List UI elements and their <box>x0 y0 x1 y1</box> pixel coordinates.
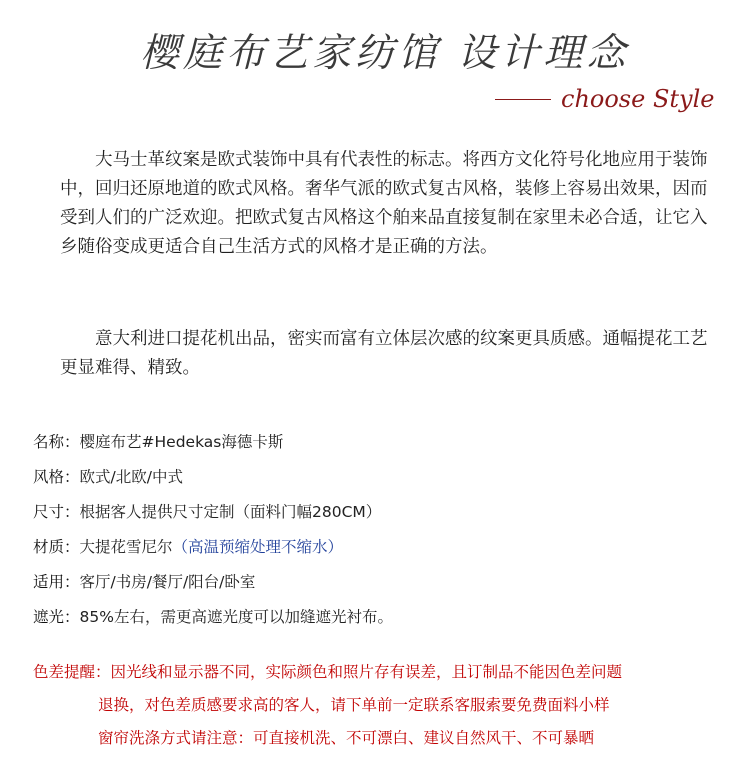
notice-line: 窗帘洗涤方式请注意：可直接机洗、不可漂白、建议自然风干、不可暴晒 <box>98 728 595 747</box>
spec-value: 根据客人提供尺寸定制（面料门幅280CM） <box>79 502 382 521</box>
subtitle: choose Style <box>561 85 715 113</box>
spec-row-blackout <box>33 598 393 633</box>
spec-label: 尺寸： <box>33 502 80 521</box>
spec-label: 材质： <box>33 537 80 556</box>
notice-line: 退换，对色差质感要求高的客人，请下单前一定联系客服索要免费面料小样 <box>98 695 610 714</box>
spec-label: 风格： <box>33 467 80 486</box>
spec-row-usage <box>33 563 393 598</box>
craft-paragraph: 意大利进口提花机出品，密实而富有立体层次感的纹案更具质感。通幅提花工艺更显难得、精致。 <box>60 329 708 378</box>
spec-value: 欧式/北欧/中式 <box>79 467 183 486</box>
spec-row-material <box>33 528 393 563</box>
spec-value: 客厅/书房/餐厅/阳台/卧室 <box>79 572 256 591</box>
spec-label: 名称： <box>33 432 80 451</box>
spec-row-style <box>33 458 393 493</box>
spec-note: （高温预缩处理不缩水） <box>172 537 344 556</box>
spec-value: 大提花雪尼尔 <box>79 537 173 556</box>
spec-value: 樱庭布艺#Hedekas海德卡斯 <box>79 432 284 451</box>
intro-paragraph: 大马士革纹案是欧式装饰中具有代表性的标志。将西方文化符号化地应用于装饰中，回归还原地道的欧式风格。奢华气派的欧式复古风格，装修上容易出效果，因而受到人们的广泛欢迎。把欧式复古风格这个舶来品直接复制在家里未必合适，让它入乡随俗变成更适合自己生活方式的风格才是正确的方法。 <box>60 150 708 257</box>
spec-label: 适用： <box>33 572 80 591</box>
subtitle-row <box>495 84 714 114</box>
product-specs <box>33 423 393 633</box>
spec-row-name <box>33 423 393 458</box>
spec-label: 遮光： <box>33 607 80 626</box>
spec-row-size <box>33 493 393 528</box>
notice-line: 色差提醒：因光线和显示器不同，实际颜色和照片存有误差，且订制品不能因色差问题 <box>33 662 623 681</box>
color-difference-notice <box>33 654 733 753</box>
subtitle-divider <box>495 99 551 100</box>
spec-value: 85%左右，需更高遮光度可以加缝遮光衬布。 <box>79 607 393 626</box>
page-title: 樱庭布艺家纺馆 设计理念 <box>140 31 630 76</box>
